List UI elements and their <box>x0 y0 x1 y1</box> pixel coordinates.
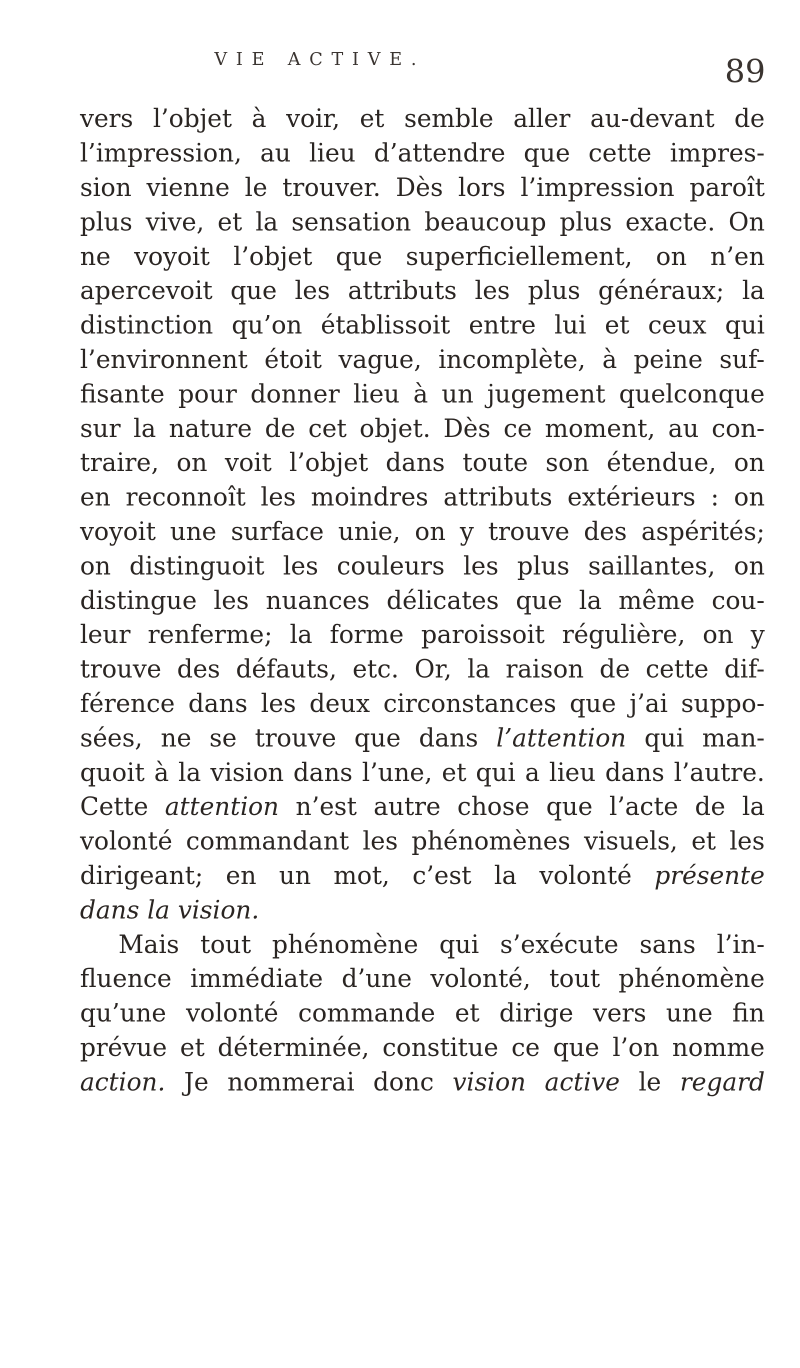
italic-term-attention: attention <box>164 792 280 822</box>
text-line: voyoit une surface unie, on y trouve des aspérités; <box>80 517 765 547</box>
text-line: apercevoit que les attributs les plus généraux; la <box>80 276 765 306</box>
text-run: qui man- <box>644 724 765 753</box>
italic-term-vision-active: vision active <box>452 1068 620 1097</box>
text-line: quoit à la vision dans l’une, et qui a lieu dans l’autre. <box>80 758 765 788</box>
text-run: dirigeant; en un mot, c’est la volonté <box>80 861 632 891</box>
text-line <box>80 859 765 893</box>
text-run: Cette <box>80 792 149 822</box>
text-line: en reconnoît les moindres attributs extérieurs : on <box>80 483 765 512</box>
text-line <box>80 790 765 824</box>
paragraph-start-line: Mais tout phénomène qui s’exécute sans l’in- <box>118 930 765 960</box>
text-line: trouve des défauts, etc. Or, la raison de cette dif- <box>80 655 765 684</box>
text-line: l’impression, au lieu d’attendre que cette impres- <box>80 139 765 168</box>
text-line: sion vienne le trouver. Dès lors l’impression paroît <box>80 173 765 203</box>
text-run: sées, ne se trouve que dans <box>80 724 479 753</box>
text-line: prévue et déterminée, constitue ce que l’on nomme <box>80 1033 765 1063</box>
text-line: volonté commandant les phénomènes visuels, et les <box>80 827 765 856</box>
text-line: distingue les nuances délicates que la même cou- <box>80 586 765 616</box>
body-text <box>80 102 765 1100</box>
page-number: 89 <box>724 53 766 91</box>
text-line: l’environnent étoit vague, incomplète, à peine suf- <box>80 345 765 375</box>
text-line: on distinguoit les couleurs les plus saillantes, on <box>80 552 765 581</box>
text-run: Je nommerai donc <box>184 1068 434 1097</box>
text-line: distinction qu’on établissoit entre lui et ceux qui <box>80 311 765 340</box>
text-line: traire, on voit l’objet dans toute son étendue, on <box>80 448 765 478</box>
text-line: qu’une volonté commande et dirige vers une fin <box>80 999 765 1028</box>
text-line <box>80 722 765 756</box>
text-run: n’est autre chose que l’acte de la <box>295 792 765 822</box>
text-line: fluence immédiate d’une volonté, tout phénomène <box>80 964 765 994</box>
italic-phrase: dans la vision. <box>80 896 260 925</box>
text-line: vers l’objet à voir, et semble aller au-devant de <box>80 104 765 134</box>
italic-term-action: action. <box>80 1068 166 1097</box>
italic-term-attention: l’attention <box>496 724 627 753</box>
text-line: fisante pour donner lieu à un jugement quelconque <box>80 380 765 409</box>
text-line: leur renferme; la forme paroissoit régulière, on y <box>80 620 765 650</box>
text-run: le <box>638 1068 662 1097</box>
text-line: plus vive, et la sensation beaucoup plus exacte. On <box>80 208 765 237</box>
italic-term-presente: présente <box>654 861 765 891</box>
text-line <box>80 1066 765 1100</box>
text-line: sur la nature de cet objet. Dès ce moment, au con- <box>80 414 765 444</box>
italic-term-regard: regard <box>679 1068 765 1097</box>
text-line: ne voyoit l’objet que superficiellement, on n’en <box>80 242 765 272</box>
running-head: VIE ACTIVE. <box>214 49 426 70</box>
text-line: férence dans les deux circonstances que j’ai suppo- <box>80 689 765 719</box>
text-line <box>80 894 765 928</box>
